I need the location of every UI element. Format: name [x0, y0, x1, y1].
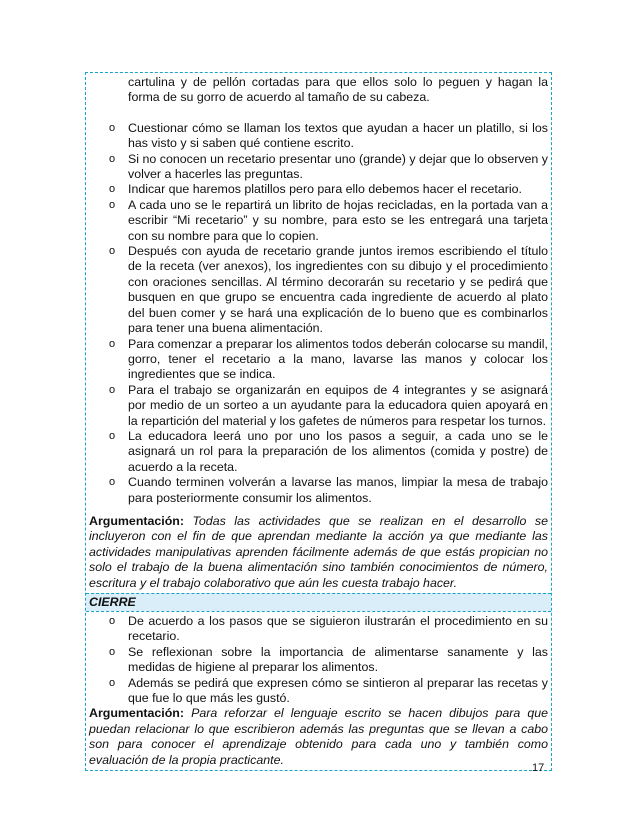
bullet-icon: o	[109, 152, 116, 165]
closing-section	[86, 611, 551, 770]
list-item: o Además se pedirá que expresen cómo se sintieron al preparar las recetas y que fue lo que más les gustó.	[109, 675, 548, 706]
list-item: o La educadora leerá uno por uno los pasos a seguir, a cada uno se le asignará un rol para la preparación de los alimentos (comida y postre) de acuerdo a la receta.	[109, 428, 548, 474]
bullet-icon: o	[109, 645, 116, 658]
bullet-icon: o	[109, 337, 116, 350]
list-item: o Cuestionar cómo se llaman los textos que ayudan a hacer un platillo, si los has visto y si saben qué contiene escrito.	[109, 120, 548, 151]
bullet-icon: o	[109, 615, 116, 627]
argument-text: Todas las actividades que se realizan en el desarrollo se incluyeron con el fin de que aprendan mediante la acción ya que mediante las actividades manipulativas aprenden fácilmente además de que estás propician no solo el trabajo de la buena alimentación sino también conocimientos de número, escritura y el trabajo colaborativo que aún les cuesta trabajo hacer.	[89, 513, 548, 590]
lesson-plan-table	[85, 72, 552, 771]
development-list	[89, 121, 548, 506]
list-item: o Para el trabajo se organizarán en equipos de 4 integrantes y se asignará por medio de un sorteo a un ayudante para la educadora quien apoyará en la repartición del material y los gafetes de números para respetar los turnos.	[109, 382, 548, 428]
page-number: 17	[532, 762, 545, 774]
argument-label: Argumentación:	[89, 706, 184, 721]
continuation-text: cartulina y de pellón cortadas para que ellos solo lo peguen y hagan la forma de su gorro de acuerdo al tamaño de su cabeza.	[128, 75, 548, 105]
bullet-icon: o	[109, 121, 116, 134]
list-item: o Se reflexionan sobre la importancia de alimentarse sanamente y las medidas de higiene al preparar los alimentos.	[109, 644, 548, 675]
list-item: o A cada uno se le repartirá un librito de hojas recicladas, en la portada van a escribir “Mi recetario” y su nombre, para esto se les entregará una tarjeta con su nombre para que lo copien.	[109, 197, 548, 243]
list-item: o Después con ayuda de recetario grande juntos iremos escribiendo el título de la receta (ver anexos), los ingredientes con su dibujo y el procedimiento con oraciones sencillas. Al término decorarán su recetario y se pedirá que busquen en que grupo se encuentra cada ingrediente de acuerdo al plato del buen comer y se hará una explicación de lo bueno que es combinarlos para tener una buena alimentación.	[109, 244, 548, 336]
bullet-icon: o	[109, 183, 116, 196]
development-argument	[89, 514, 548, 591]
closing-heading: CIERRE	[86, 593, 551, 611]
closing-list	[89, 614, 548, 706]
bullet-icon: o	[109, 198, 116, 211]
bullet-icon: o	[109, 245, 116, 258]
list-item: o De acuerdo a los pasos que se siguieron ilustrarán el procedimiento en su recetario.	[109, 614, 548, 644]
argument-text: Para reforzar el lenguaje escrito se hacen dibujos para que puedan relacionar lo que escribieron además las preguntas que se llevan a cabo son para conocer el aprendizaje obtenido para cada uno y también como evaluación de la propia practicante.	[89, 706, 548, 767]
bullet-icon: o	[109, 429, 116, 442]
argument-label: Argumentación:	[89, 513, 184, 528]
list-item: o Si no conocen un recetario presentar uno (grande) y dejar que lo observen y volver a hacerles las preguntas.	[109, 151, 548, 182]
development-section	[86, 73, 551, 593]
bullet-icon: o	[109, 383, 116, 396]
list-item: o Para comenzar a preparar los alimentos todos deberán colocarse su mandil, gorro, tener el recetario a la mano, lavarse las manos y colocar los ingredientes que se indica.	[109, 336, 548, 382]
list-item: o Indicar que haremos platillos pero para ello debemos hacer el recetario.	[109, 182, 522, 197]
bullet-icon: o	[109, 676, 116, 689]
bullet-icon: o	[109, 476, 116, 489]
closing-argument	[89, 706, 548, 768]
list-item: o Cuando terminen volverán a lavarse las manos, limpiar la mesa de trabajo para posteriormente consumir los alimentos.	[109, 475, 548, 505]
